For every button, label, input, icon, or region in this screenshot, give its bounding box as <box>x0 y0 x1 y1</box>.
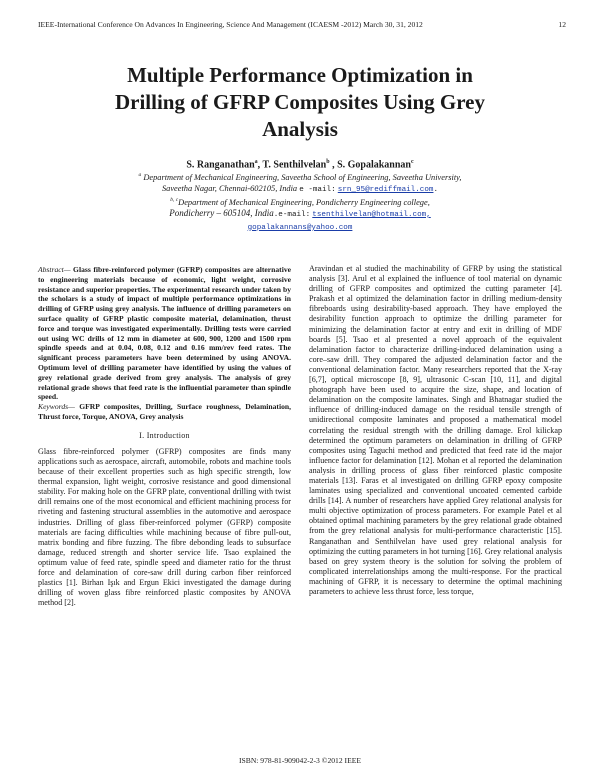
abstract <box>38 265 291 402</box>
introduction-text: Glass fibre-reinforced polymer (GFRP) composites are finds many applications such as aerospace, aircraft, automobile, robots and machine tools because of their excellent properties such as high specific strength, low thermal expansion, light weight, corrosive resistance and good dimensional stability. For making hole on the GFRP plate, conventional drilling with twist drill remains one of the most economical and efficient machining process for riveting and fastening structural assemblies in the automotive and aerospace industries. Drilling of glass fiber-reinforced polymer (GFRP) composite materials are facing difficulties while machining because of fibre pull-out, matrix bonding and fibre fuzzing. The fibre debonding leads to subsurface damage, reduced strength and shorter service life. Tsao explained the optimum value of feed rate, spindle speed and diameter ratio for the thrust force and delamination of core-saw drill during carbon fiber reinforced plastics [1]. Birhan Işık and Ergun Ekici investigated the damage during drilling of woven glass fibre reinforced plastic composites by ANOVA method [2]. <box>38 446 291 608</box>
author-2-sup: b <box>326 159 330 165</box>
keywords-label: Keywords— <box>38 402 75 412</box>
keywords <box>38 402 291 422</box>
aff-a-line2: Saveetha Nagar, Chennai-602105, India <box>161 183 298 193</box>
aff-a-email-label: e -mail: <box>299 185 336 194</box>
author-1: S. Ranganathan <box>186 159 255 171</box>
email-link-b[interactable]: tsenthilvelan@hotmail.com, <box>312 210 431 219</box>
author-2: T. Senthilvelan <box>262 159 327 171</box>
author-1-sup: a <box>254 159 258 165</box>
aff-bc-email-label: .e-mail: <box>273 210 311 219</box>
conference-header: IEEE-International Conference On Advances In Engineering, Science And Management (ICAESM -2012) March 30, 31, 2012 <box>38 20 423 29</box>
author-separator: , <box>329 159 338 171</box>
right-column <box>309 264 562 597</box>
right-column-text: Aravindan et al studied the machinability of GFRP by using the statistical analysis [3]. Arul et al explained the influence of tool material on dynamic drilling of GFRP composites and optimized the cutting parameter [4]. Prakash et al optimized the delamination factor in drilling medium-density fibreboards using desirability-based approach. They have employed the desirability function approach to optimize the drilling parameter for minimizing the delamination factor at entry and exit in drilling of MDF boards [5]. Tsao et al presented a novel approach of the equivalent delamination factor to characterize drilling-induced delamination using a core–saw drill. They compared the adjusted delamination factor and the conventional delamination factor. Many researchers reported that the X-ray [6,7], optical microscope [8, 9], ultrasonic C-scan [10, 11], and digital photograph have been used to acquire the size, shape, and location of delamination on the composite laminates. Singh and Bhatnagar studied the influence of drilling-induced damage on the residual tensile strength of unidirectional composite laminates and proposed a mathematical model correlating the residual strength with the drilling damage. Erol kilickap determined the optimum parameters on delamination in drilling of GFRP composites using Taguchi method and predicted that feed rate id the major influence factor for delamination [12]. Mohan et al reported the delamination analysis in drilling process of glass fiber reinforced plastic composite materials [13]. Faras et al investigated on drilling GFRP epoxy composite laminates using specialized and conventional uncoated cemented carbide drills [14]. A number of researchers have applied Grey relational analysis for multi objective optimization of process parameters. For example Patel et al obtained optimal machining parameters by the grey relational grade obtained from the grey relational analysis for multi-performance characteristic [15]. Ranganathan and Senthilvelan have used grey relational analysis for optimizing the cutting parameters in hot turning [16]. Grey relational analysis based on grey system theory is the solution for solving the problem of complicated interrelationships among the multi-response. For the practical machining of GFRP, it is necessary to determine the optimal machining parameters to achieve less thrust force, less torque, <box>309 264 562 596</box>
aff-a-line1: Department of Mechanical Engineering, Saveetha School of Engineering, Saveetha University, <box>143 172 462 182</box>
section-heading-introduction: I. Introduction <box>139 430 190 440</box>
running-header <box>38 20 566 30</box>
left-column <box>38 265 291 608</box>
email-link-c[interactable]: gopalakannans@yahoo.com <box>247 223 353 232</box>
author-3: S. Gopalakannan <box>337 159 411 171</box>
keywords-text: GFRP composites, Drilling, Surface roughness, Delamination, Thrust force, Torque, ANOVA, Grey analysis <box>38 402 291 421</box>
page-footer-isbn: ISBN: 978-81-909042-2-3 ©2012 IEEE <box>239 756 361 765</box>
affiliation-bc <box>70 195 530 234</box>
aff-bc-sup: b, c <box>170 197 179 203</box>
aff-bc-line2: Pondicherry – 605104, India <box>169 207 274 218</box>
aff-a-end: . <box>433 185 439 194</box>
author-separator: , <box>257 159 263 171</box>
email-link-a[interactable]: srn_95@rediffmail.com <box>337 185 434 194</box>
aff-bc-line1: Department of Mechanical Engineering, Pondicherry Engineering college, <box>178 197 430 207</box>
page-number: 12 <box>558 20 566 29</box>
affiliation-a <box>70 170 530 196</box>
aff-a-sup: a <box>138 172 142 178</box>
title-line-2: Drilling of GFRP Composites Using Grey <box>114 90 486 114</box>
paper-title <box>60 62 540 143</box>
abstract-label: Abstract— <box>38 265 71 274</box>
title-line-3: Analysis <box>262 117 338 141</box>
author-3-sup: c <box>411 159 414 165</box>
title-line-1: Multiple Performance Optimization in <box>127 63 473 87</box>
abstract-text: Glass fibre-reinforced polymer (GFRP) composites are alternative to engineering materials because of economic, light weight, corrosive resistance and superior properties. The experimental research under taken by the scholars is a study of impact of multiple performance optimizations in drilling of GFRP using grey analysis. The influence of drilling parameters on surface quality of GFRP plastic composite material, delamination, thrust force and torque was investigated experimentally. Drilling tests were carried out using WC drills of 12 mm in diameter at 600, 900, 1200 and 1500 rpm spindle speeds and at 0.04, 0.08, 0.12 and 0.16 mm/rev feed rates. The significant process parameters have been determined by using ANOVA. Optimum level of drilling parameter have identified by using the values of grey relational grade derived from grey analysis. The analysis of grey relational grade shows that feed rate is the influential parameter than spindle speed. <box>38 265 291 402</box>
